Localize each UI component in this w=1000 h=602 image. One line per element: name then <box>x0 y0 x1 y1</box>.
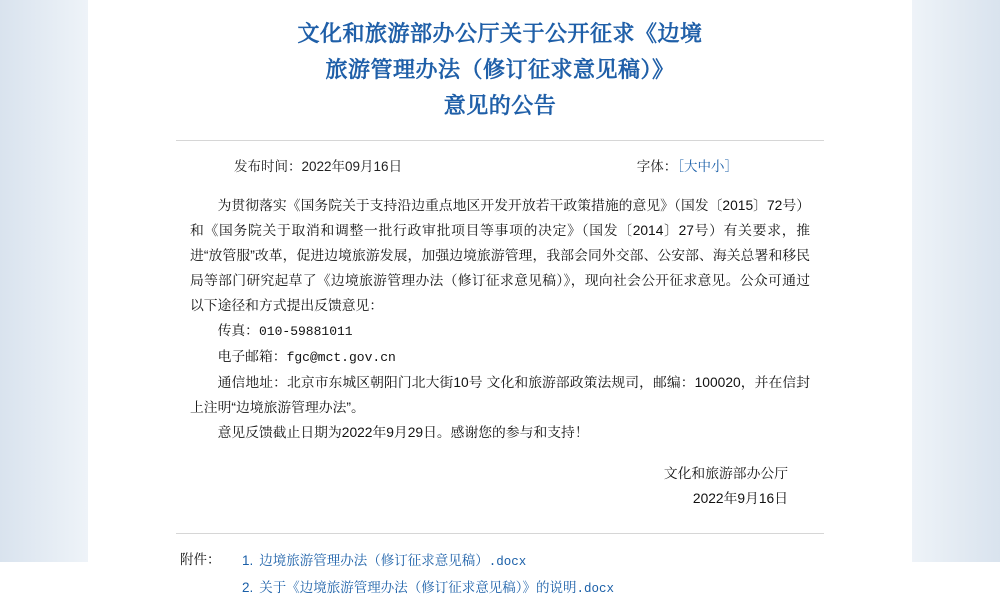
font-size-control[interactable] <box>637 155 738 175</box>
body-paragraph-1: 为贯彻落实《国务院关于支持沿边重点地区开发开放若干政策措施的意见》（国发〔2015〕72号）和《国务院关于取消和调整一批行政审批项目等事项的决定》（国发〔2014〕27号）有关要求，推进“放管服”改革，促进边境旅游发展，加强边境旅游管理，我部会同外交部、公安部、海关总署和移民局等部门研究起草了《边境旅游管理办法（修订征求意见稿）》，现向社会公开征求意见。公众可通过以下途径和方式提出反馈意见： <box>190 198 810 313</box>
attachment-name: 关于《边境旅游管理办法（修订征求意见稿）》的说明 <box>259 580 577 595</box>
attachments-list <box>242 548 614 602</box>
contact-fax <box>190 318 810 344</box>
page-title-line-3: 意见的公告 <box>443 93 557 118</box>
email-label: 电子邮箱： <box>217 349 287 364</box>
fax-label: 传真： <box>217 323 259 338</box>
signature-org: 文化和旅游部办公厅 <box>663 466 788 481</box>
list-item[interactable] <box>242 575 614 602</box>
attachments-label: 附件： <box>180 552 221 567</box>
font-size-label: 字体： <box>636 159 678 174</box>
attachment-link[interactable] <box>259 553 526 568</box>
publish-time-value: 2022年09月16日 <box>301 159 403 174</box>
attachments-section <box>176 534 824 602</box>
attachment-link[interactable] <box>259 580 614 595</box>
attachment-number: 2. <box>242 580 254 595</box>
feedback-deadline: 意见反馈截止日期为2022年9月29日。感谢您的参与和支持！ <box>217 425 589 440</box>
attachment-extension: .docx <box>576 582 615 596</box>
document-sheet <box>88 0 912 596</box>
document-meta <box>176 141 824 187</box>
page-title-line-2: 旅游管理办法（修订征求意见稿）》 <box>325 57 675 82</box>
attachment-name: 边境旅游管理办法（修订征求意见稿） <box>259 553 489 568</box>
document-signature <box>176 461 824 511</box>
page-right-margin <box>912 0 1000 562</box>
page-left-margin <box>0 0 88 562</box>
contact-email <box>190 344 810 370</box>
email-value: fgc@mct.gov.cn <box>286 350 396 365</box>
contact-address <box>190 370 810 420</box>
page-title <box>176 16 824 124</box>
attachment-number: 1. <box>242 553 254 568</box>
fax-value: 010-59881011 <box>258 324 353 339</box>
publish-time-label: 发布时间： <box>234 159 302 174</box>
page-title-line-1: 文化和旅游部办公厅关于公开征求《边境 <box>297 21 703 46</box>
font-size-options[interactable]: ［大中小］ <box>677 159 738 174</box>
document-body <box>176 187 824 445</box>
publish-time <box>234 155 402 175</box>
document-content <box>176 0 824 602</box>
address-value: 北京市东城区朝阳门北大街10号 文化和旅游部政策法规司，邮编：100020，并在信封上注明“边境旅游管理办法”。 <box>190 375 811 415</box>
signature-date: 2022年9月16日 <box>692 491 788 506</box>
attachment-extension: .docx <box>488 555 527 569</box>
address-label: 通信地址： <box>217 375 287 390</box>
